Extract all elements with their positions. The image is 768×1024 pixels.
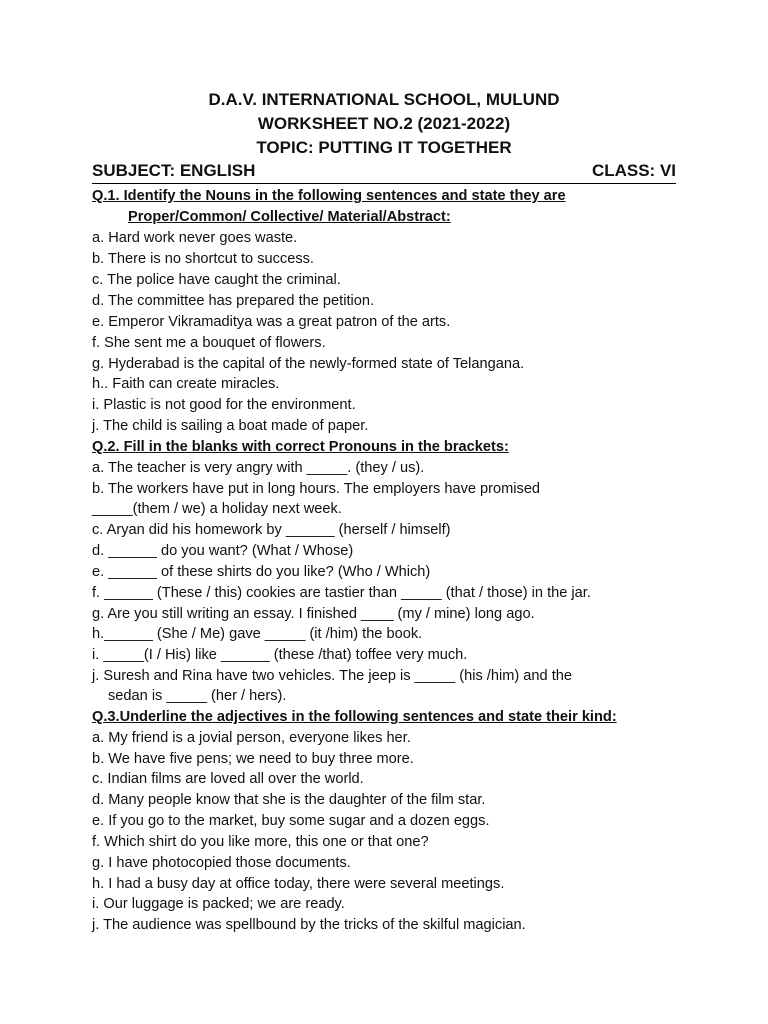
q2-item: b. The workers have put in long hours. The employers have promised (92, 481, 541, 497)
q3-item: b. We have five pens; we need to buy three more. (92, 751, 414, 767)
school-name: D.A.V. INTERNATIONAL SCHOOL, MULUND (208, 90, 560, 109)
q2-item: d. ______ do you want? (What / Whose) (92, 543, 354, 559)
subject-label: SUBJECT: ENGLISH (92, 161, 256, 180)
q1-item: i. Plastic is not good for the environment. (92, 397, 356, 413)
class-label: CLASS: VI (591, 161, 676, 180)
q1-item: e. Emperor Vikramaditya was a great patron of the arts. (92, 314, 451, 330)
q3-item: j. The audience was spellbound by the tricks of the skilful magician. (92, 917, 526, 933)
q2-item: j. Suresh and Rina have two vehicles. The jeep is _____ (his /him) and the (92, 668, 572, 684)
q3-heading: Q.3.Underline the adjectives in the following sentences and state their kind: (92, 709, 617, 725)
q1-item: g. Hyderabad is the capital of the newly-formed state of Telangana. (92, 356, 525, 372)
q3-item: a. My friend is a jovial person, everyone likes her. (92, 730, 411, 746)
q3-item: h. I had a busy day at office today, there were several meetings. (92, 876, 505, 892)
q2-item: a. The teacher is very angry with _____. (they / us). (92, 460, 425, 476)
topic-title: TOPIC: PUTTING IT TOGETHER (256, 138, 512, 157)
q1-item: j. The child is sailing a boat made of paper. (92, 418, 369, 434)
q2-item: e. ______ of these shirts do you like? (Who / Which) (92, 564, 431, 580)
q1-item: c. The police have caught the criminal. (92, 272, 341, 288)
q2-item-continued: sedan is _____ (her / hers). (108, 688, 287, 704)
q3-item: i. Our luggage is packed; we are ready. (92, 896, 345, 912)
subject-class-row (92, 161, 676, 184)
q2-heading: Q.2. Fill in the blanks with correct Pronouns in the brackets: (92, 439, 509, 455)
q3-item: f. Which shirt do you like more, this one or that one? (92, 834, 429, 850)
q3-item: c. Indian films are loved all over the world. (92, 771, 364, 787)
q1-item: d. The committee has prepared the petition. (92, 293, 375, 309)
q1-heading: Q.1. Identify the Nouns in the following sentences and state they are (92, 188, 566, 204)
q3-item: e. If you go to the market, buy some sugar and a dozen eggs. (92, 813, 490, 829)
q3-item: g. I have photocopied those documents. (92, 855, 351, 871)
q2-item: h.______ (She / Me) gave _____ (it /him) the book. (92, 626, 423, 642)
q1-item: a. Hard work never goes waste. (92, 230, 298, 246)
q2-item: g. Are you still writing an essay. I finished ____ (my / mine) long ago. (92, 606, 535, 622)
q2-item: f. ______ (These / this) cookies are tastier than _____ (that / those) in the jar. (92, 585, 591, 601)
q3-item: d. Many people know that she is the daughter of the film star. (92, 792, 486, 808)
q2-item: c. Aryan did his homework by ______ (herself / himself) (92, 522, 451, 538)
q1-item: h.. Faith can create miracles. (92, 376, 280, 392)
q1-item: b. There is no shortcut to success. (92, 251, 314, 267)
worksheet-number: WORKSHEET NO.2 (2021-2022) (257, 114, 511, 133)
q1-heading-continued: Proper/Common/ Collective/ Material/Abstract: (128, 209, 451, 225)
q2-item: i. _____(I / His) like ______ (these /that) toffee very much. (92, 647, 468, 663)
q2-item-continued: _____(them / we) a holiday next week. (92, 501, 342, 517)
q1-item: f. She sent me a bouquet of flowers. (92, 335, 326, 351)
